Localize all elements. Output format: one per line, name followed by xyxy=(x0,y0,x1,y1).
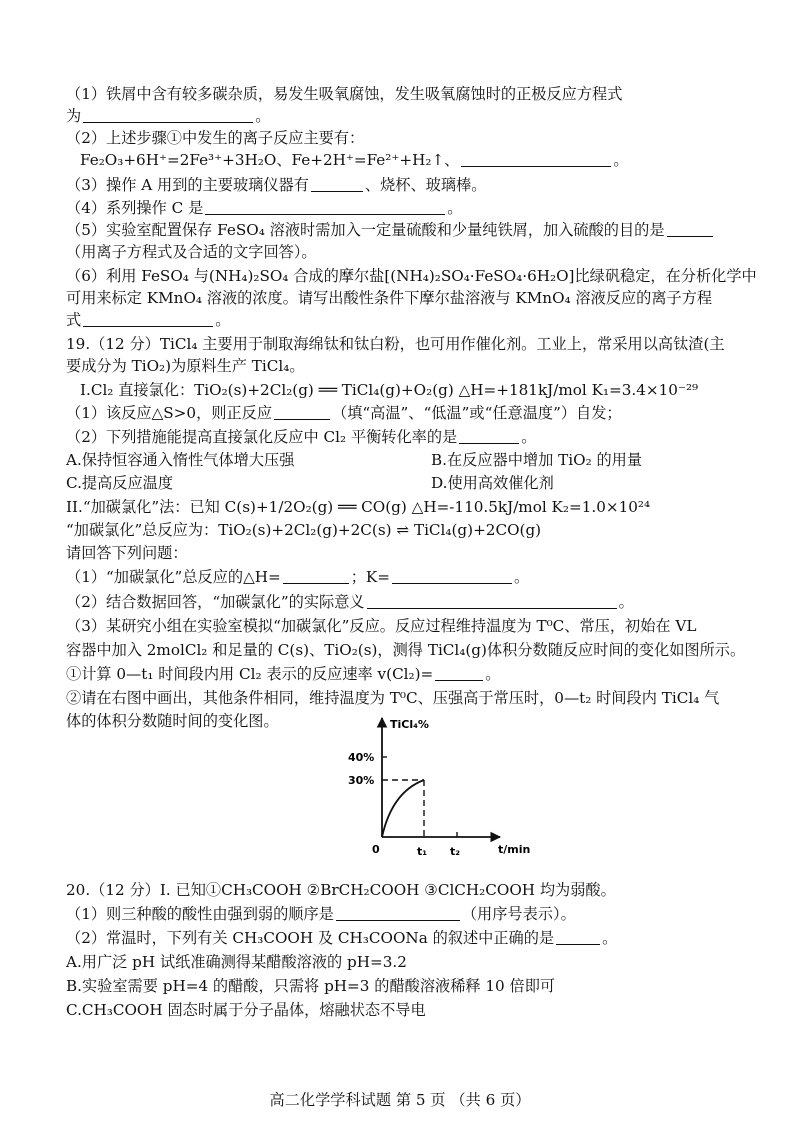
answer-blank xyxy=(667,221,713,237)
q19-s3-line3: ①计算 0—t₁ 时间段内用 Cl₂ 表示的反应速率 v(Cl₂)= 。 xyxy=(66,665,501,683)
answer-blank xyxy=(311,176,363,192)
answer-blank xyxy=(367,593,617,609)
q18-p6-line3: 式 。 xyxy=(66,311,231,329)
q18-p1-line1: （1）铁屑中含有较多碳杂质，易发生吸氧腐蚀，发生吸氧腐蚀时的正极反应方程式 xyxy=(66,85,623,103)
q18-p2-equation: Fe₂O₃+6H⁺=2Fe³⁺+3H₂O、Fe+2H⁺=Fe²⁺+H₂↑、 。 xyxy=(80,151,629,169)
q20-intro: 20.（12 分）I. 已知①CH₃COOH ②BrCH₂COOH ③ClCH₂COOH 均为弱酸。 xyxy=(66,881,616,899)
answer-blank xyxy=(336,905,460,921)
y-axis-label: TiCl₄% xyxy=(390,718,429,731)
answer-blank xyxy=(283,568,349,584)
q20-q1: （1）则三种酸的酸性由强到弱的顺序是 （用序号表示）。 xyxy=(66,905,576,923)
ticl4-chart xyxy=(340,712,570,862)
q19-total-reaction: “加碳氯化”总反应为：TiO₂(s)+2Cl₂(g)+2C(s) ⇌ TiCl₄(g)+2CO(g) xyxy=(66,521,542,539)
tick-label-40: 40% xyxy=(348,751,375,764)
q20-option-a: A.用广泛 pH 试纸准确测得某醋酸溶液的 pH=3.2 xyxy=(66,953,407,971)
q18-p6-line2: 可用来标定 KMnO₄ 溶液的浓度。请写出酸性条件下摩尔盐溶液与 KMnO₄ 溶液反应的离子方程 xyxy=(66,289,713,307)
q20-q2: （2）常温时，下列有关 CH₃COOH 及 CH₃COONa 的叙述中正确的是 。 xyxy=(66,929,618,947)
q20-option-c: C.CH₃COOH 固态时属于分子晶体，熔融状态不导电 xyxy=(66,1001,426,1019)
q19-part-i: I.Cl₂ 直接氯化：TiO₂(s)+2Cl₂(g) ══ TiCl₄(g)+O₂(g) △H=+181kJ/mol K₁=3.4×10⁻²⁹ xyxy=(80,381,699,399)
tick-label-t1: t₁ xyxy=(417,845,428,858)
answer-blank xyxy=(205,199,445,215)
tick-label-30: 30% xyxy=(348,774,375,787)
q19-s3-line2: 容器中加入 2molCl₂ 和足量的 C(s)、TiO₂(s)，测得 TiCl₄(g)体积分数随反应时间的变化如图所示。 xyxy=(66,641,746,659)
option-b: B.在反应器中增加 TiO₂ 的用量 xyxy=(431,451,643,469)
q19-ask: 请回答下列问题： xyxy=(66,544,188,562)
q19-s3-line4: ②请在右图中画出，其他条件相同，维持温度为 T⁰C、压强高于常压时，0—t₂ 时间段内 TiCl₄ 气 xyxy=(66,689,720,707)
tick-label-t2: t₂ xyxy=(450,845,461,858)
option-d: D.使用高效催化剂 xyxy=(431,474,554,492)
q19-intro-line1: 19.（12 分）TiCl₄ 主要用于制取海绵钛和钛白粉，也可用作催化剂。工业上，常采用以高钛渣(主 xyxy=(66,335,725,353)
q19-q1: （1）该反应△S>0，则正反应 （填“高温”、“低温”或“任意温度”）自发； xyxy=(66,404,622,422)
answer-blank xyxy=(435,665,483,681)
answer-blank xyxy=(274,404,330,420)
q20-option-b: B.实验室需要 pH=4 的醋酸，只需将 pH=3 的醋酸溶液稀释 10 倍即可 xyxy=(66,977,556,995)
x-axis-label: t/min xyxy=(498,843,531,856)
q19-options-ab: A.保持恒容通入惰性气体增大压强 B.在反应器中增加 TiO₂ 的用量 xyxy=(66,451,643,469)
tick-label-0: 0 xyxy=(372,843,380,856)
q18-p4: （4）系列操作 C 是 。 xyxy=(66,199,463,217)
page-footer: 高二化学学科试题 第 5 页 （共 6 页） xyxy=(269,1091,531,1109)
q19-s3-line5: 体的体积分数随时间的变化图。 xyxy=(66,712,279,730)
q19-q2: （2）下列措施能提高直接氯化反应中 Cl₂ 平衡转化率的是 。 xyxy=(66,428,537,446)
q19-options-cd: C.提高反应温度 D.使用高效催化剂 xyxy=(66,474,554,492)
q19-part-ii: II.“加碳氯化”法：已知 C(s)+1/2O₂(g) ══ CO(g) △H=-110.5kJ/mol K₂=1.0×10²⁴ xyxy=(66,498,651,516)
q18-p6-line1: （6）利用 FeSO₄ 与(NH₄)₂SO₄ 合成的摩尔盐[(NH₄)₂SO₄·FeSO₄·6H₂O]比绿矾稳定，在分析化学中 xyxy=(66,267,757,285)
q18-p2: （2）上述步骤①中发生的离子反应主要有： xyxy=(66,129,365,147)
series-curve xyxy=(382,780,424,837)
q19-s1: （1）“加碳氯化”总反应的△H= ；K= 。 xyxy=(66,568,530,586)
answer-blank xyxy=(556,929,600,945)
answer-blank xyxy=(83,107,253,123)
q18-p1-line2: 为 。 xyxy=(66,107,271,125)
q18-p5-line1: （5）实验室配置保存 FeSO₄ 溶液时需加入一定量硫酸和少量纯铁屑，加入硫酸的目的是 xyxy=(66,220,766,240)
answer-blank xyxy=(461,151,611,167)
q18-p3: （3）操作 A 用到的主要玻璃仪器有 、烧杯、玻璃棒。 xyxy=(66,176,487,194)
q19-s3-line1: （3）某研究小组在实验室模拟“加碳氯化”反应。反应过程维持温度为 T⁰C、常压，初始在 VL xyxy=(66,617,697,635)
q19-s2: （2）结合数据回答，“加碳氯化”的实际意义 。 xyxy=(66,593,634,611)
answer-blank xyxy=(392,568,512,584)
q19-intro-line2: 要成分为 TiO₂)为原料生产 TiCl₄。 xyxy=(66,357,305,375)
q18-p5-line2: （用离子方程式及合适的文字回答）。 xyxy=(66,243,317,261)
answer-blank xyxy=(459,428,519,444)
answer-blank xyxy=(83,311,213,327)
